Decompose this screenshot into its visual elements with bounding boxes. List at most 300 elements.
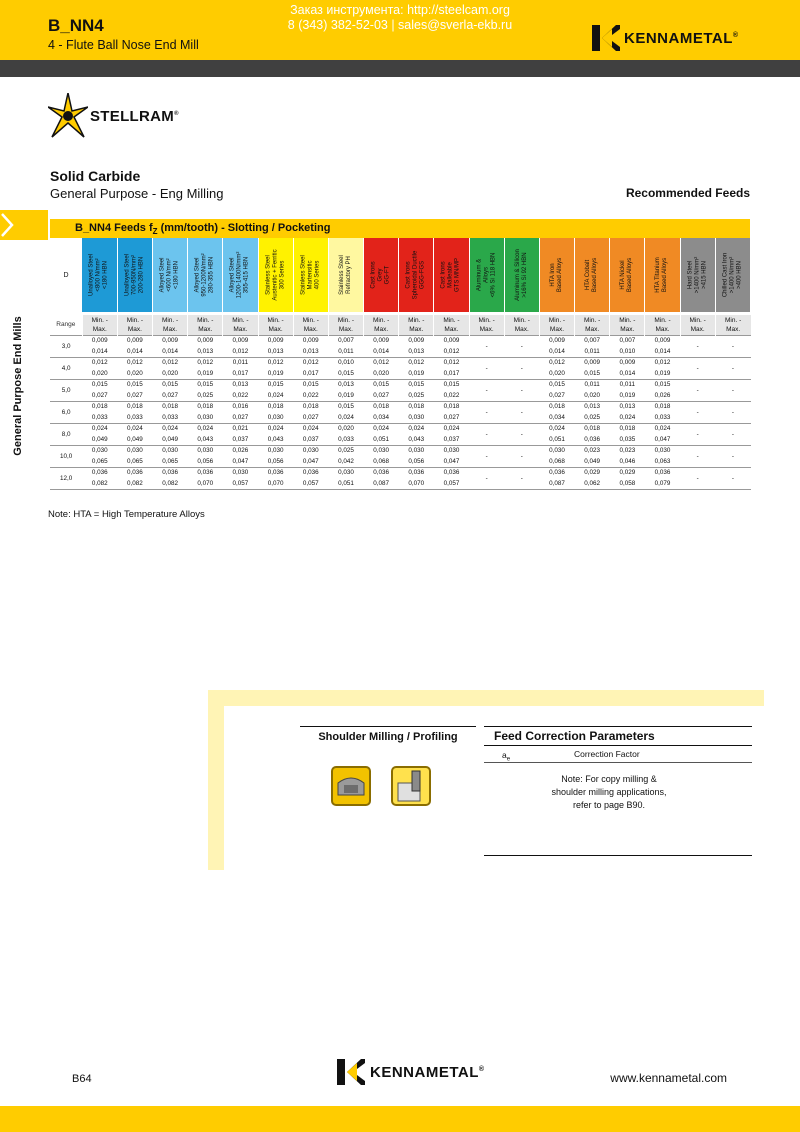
- feed-max-cell: 0,087: [539, 478, 574, 489]
- feed-max-cell: 0,046: [610, 456, 645, 467]
- table-row: [50, 423, 751, 434]
- feed-max-cell: 0,027: [82, 390, 117, 401]
- feed-max-cell: 0,033: [82, 412, 117, 423]
- min-max-label: Min. - Max.: [715, 315, 750, 335]
- feed-max-cell: 0,030: [188, 412, 223, 423]
- feed-max-cell: 0,082: [153, 478, 188, 489]
- feed-max-cell: 0,027: [434, 412, 469, 423]
- feed-max-cell: 0,068: [364, 456, 399, 467]
- empty-cell: -: [715, 445, 750, 467]
- empty-cell: -: [680, 423, 715, 445]
- feed-max-cell: 0,020: [575, 390, 610, 401]
- feed-correction-title: Feed Correction Parameters: [494, 729, 655, 743]
- empty-cell: -: [469, 445, 504, 467]
- feed-max-cell: 0,057: [223, 478, 258, 489]
- diameter-cell: 5,0: [50, 379, 82, 401]
- order-link[interactable]: Заказ инструмента: http://steelcam.org: [290, 3, 510, 17]
- feed-max-cell: 0,014: [610, 368, 645, 379]
- feed-min-cell: 0,011: [610, 379, 645, 390]
- kennametal-footer-logo: [336, 1058, 485, 1086]
- feed-min-cell: 0,015: [82, 379, 117, 390]
- material-header-row: [50, 238, 751, 312]
- feed-min-cell: 0,012: [293, 357, 328, 368]
- empty-cell: -: [469, 379, 504, 401]
- feed-max-cell: 0,056: [188, 456, 223, 467]
- feed-max-cell: 0,027: [153, 390, 188, 401]
- feed-max-cell: 0,022: [434, 390, 469, 401]
- feed-min-cell: 0,021: [223, 423, 258, 434]
- empty-cell: -: [504, 423, 539, 445]
- diameter-cell: 10,0: [50, 445, 82, 467]
- min-max-label: Min. - Max.: [434, 315, 469, 335]
- feed-min-cell: 0,015: [153, 379, 188, 390]
- empty-cell: -: [469, 335, 504, 357]
- feed-max-cell: 0,019: [610, 390, 645, 401]
- feed-max-cell: 0,036: [575, 434, 610, 445]
- feed-min-cell: 0,020: [328, 423, 363, 434]
- material-column-header: Cast Irons Grey GG-FT: [364, 238, 399, 312]
- feed-min-cell: 0,023: [575, 445, 610, 456]
- empty-cell: -: [680, 467, 715, 489]
- feed-min-cell: 0,007: [610, 335, 645, 346]
- feed-max-cell: 0,049: [117, 434, 152, 445]
- material-column-header: HTA Titanium Based Alloys: [645, 238, 680, 312]
- feed-max-cell: 0,025: [188, 390, 223, 401]
- feed-max-cell: 0,027: [293, 412, 328, 423]
- feed-max-cell: 0,049: [153, 434, 188, 445]
- feed-max-cell: 0,020: [539, 368, 574, 379]
- empty-cell: -: [504, 335, 539, 357]
- feed-max-cell: 0,033: [328, 434, 363, 445]
- table-row: [50, 401, 751, 412]
- min-max-label: Min. - Max.: [539, 315, 574, 335]
- feed-min-cell: 0,012: [188, 357, 223, 368]
- product-code: B_NN4: [48, 16, 104, 35]
- min-max-label: Min. - Max.: [610, 315, 645, 335]
- feed-min-cell: 0,013: [223, 379, 258, 390]
- feed-max-cell: 0,042: [328, 456, 363, 467]
- empty-cell: -: [715, 467, 750, 489]
- feed-max-cell: 0,065: [82, 456, 117, 467]
- empty-cell: -: [680, 357, 715, 379]
- table-caption: B_NN4 Feeds $f_Z$ (mm/tooth) - Slotting / Pocketing: [50, 219, 750, 238]
- feed-max-cell: 0,013: [258, 346, 293, 357]
- recommended-feeds-label: Recommended Feeds: [625, 186, 750, 200]
- feed-max-cell: 0,065: [117, 456, 152, 467]
- feed-min-cell: 0,015: [328, 401, 363, 412]
- feed-max-cell: 0,027: [223, 412, 258, 423]
- feed-min-cell: 0,009: [610, 357, 645, 368]
- feed-min-cell: 0,036: [117, 467, 152, 478]
- feed-min-cell: 0,030: [153, 445, 188, 456]
- material-column-header: Stainless Steel Martensitic 400 Series: [293, 238, 328, 312]
- min-max-label: Min. - Max.: [680, 315, 715, 335]
- min-max-label: Min. - Max.: [504, 315, 539, 335]
- ae-label: $a_e$: [502, 750, 511, 763]
- feed-max-cell: 0,051: [328, 478, 363, 489]
- feed-min-cell: 0,018: [539, 401, 574, 412]
- min-max-label: Min. - Max.: [469, 315, 504, 335]
- feed-max-cell: 0,033: [117, 412, 152, 423]
- feed-max-cell: 0,030: [399, 412, 434, 423]
- feed-max-cell: 0,062: [575, 478, 610, 489]
- feed-min-cell: 0,012: [434, 357, 469, 368]
- material-column-header: Cast Irons Malleable GTS MN/MP: [434, 238, 469, 312]
- min-max-label: Min. - Max.: [223, 315, 258, 335]
- feed-min-cell: 0,018: [364, 401, 399, 412]
- feed-min-cell: 0,030: [539, 445, 574, 456]
- feed-min-cell: 0,024: [364, 423, 399, 434]
- feed-min-cell: 0,012: [258, 357, 293, 368]
- empty-cell: -: [469, 423, 504, 445]
- feed-min-cell: 0,012: [399, 357, 434, 368]
- feed-min-cell: 0,012: [117, 357, 152, 368]
- feed-min-cell: 0,030: [645, 445, 680, 456]
- table-row: [50, 467, 751, 478]
- feed-max-cell: 0,013: [293, 346, 328, 357]
- feed-min-cell: 0,025: [328, 445, 363, 456]
- range-label: Range: [56, 321, 76, 329]
- feed-max-cell: 0,027: [364, 390, 399, 401]
- table-row: [50, 379, 751, 390]
- material-column-header: Alloyed Steel 950-1200N/mm² 280-355 HBN: [188, 238, 223, 312]
- material-column-header: Alloyed Steel 1200-1400N/mm² 355-415 HBN: [223, 238, 258, 312]
- feed-max-cell: 0,047: [223, 456, 258, 467]
- feed-max-cell: 0,033: [645, 412, 680, 423]
- kennametal-k-icon: [592, 25, 620, 51]
- table-row: [50, 390, 751, 401]
- feed-min-cell: 0,036: [293, 467, 328, 478]
- feed-min-cell: 0,012: [645, 357, 680, 368]
- feed-min-cell: 0,015: [399, 379, 434, 390]
- empty-cell: -: [680, 445, 715, 467]
- material-column-header: HTA Cobalt Based Alloys: [575, 238, 610, 312]
- feed-max-cell: 0,082: [117, 478, 152, 489]
- feed-max-cell: 0,020: [117, 368, 152, 379]
- empty-cell: -: [715, 401, 750, 423]
- feed-max-cell: 0,079: [645, 478, 680, 489]
- empty-cell: -: [680, 335, 715, 357]
- feed-min-cell: 0,018: [434, 401, 469, 412]
- feed-max-cell: 0,020: [153, 368, 188, 379]
- feed-max-cell: 0,051: [364, 434, 399, 445]
- feed-min-cell: 0,024: [434, 423, 469, 434]
- min-max-label: Min. - Max.: [293, 315, 328, 335]
- table-row: [50, 478, 751, 489]
- feed-max-cell: 0,013: [399, 346, 434, 357]
- feed-min-cell: 0,015: [188, 379, 223, 390]
- feed-max-cell: 0,014: [82, 346, 117, 357]
- feed-max-cell: 0,047: [645, 434, 680, 445]
- feed-max-cell: 0,010: [610, 346, 645, 357]
- feed-max-cell: 0,087: [364, 478, 399, 489]
- feed-min-cell: 0,009: [575, 357, 610, 368]
- feed-min-cell: 0,024: [399, 423, 434, 434]
- feed-max-cell: 0,019: [188, 368, 223, 379]
- feed-max-cell: 0,022: [223, 390, 258, 401]
- kennametal-wordmark: KENNAMETAL®: [370, 1063, 485, 1081]
- shoulder-milling-block: [300, 726, 476, 856]
- material-column-header: HTA Iron Based Alloys: [539, 238, 574, 312]
- material-column-header: Unalloyed Steel 700-950N/mm² 200-280 HBN: [117, 238, 152, 312]
- feed-min-cell: 0,013: [610, 401, 645, 412]
- feed-max-cell: 0,034: [364, 412, 399, 423]
- feed-max-cell: 0,019: [258, 368, 293, 379]
- feed-min-cell: 0,029: [610, 467, 645, 478]
- kennametal-wordmark: KENNAMETAL®: [624, 29, 739, 47]
- feed-min-cell: 0,007: [328, 335, 363, 346]
- feed-max-cell: 0,070: [399, 478, 434, 489]
- feed-min-cell: 0,009: [153, 335, 188, 346]
- diameter-cell: 4,0: [50, 357, 82, 379]
- table-row: [50, 335, 751, 346]
- table-row: [50, 445, 751, 456]
- min-max-label: Min. - Max.: [645, 315, 680, 335]
- min-max-label: Min. - Max.: [328, 315, 363, 335]
- feed-min-cell: 0,013: [575, 401, 610, 412]
- feed-max-cell: 0,011: [328, 346, 363, 357]
- feed-min-cell: 0,018: [117, 401, 152, 412]
- feed-max-cell: 0,017: [293, 368, 328, 379]
- feed-max-cell: 0,017: [223, 368, 258, 379]
- section-subtitle: General Purpose - Eng Milling: [50, 186, 224, 201]
- empty-cell: -: [504, 467, 539, 489]
- material-column-header: Aluminum & Alloys <6% Si 118 HBN: [469, 238, 504, 312]
- feed-max-cell: 0,014: [364, 346, 399, 357]
- empty-cell: -: [715, 423, 750, 445]
- section-title: Solid Carbide: [50, 168, 141, 184]
- material-column-header: Chilled Cast Iron >1400 N/mm² >400 HBN: [715, 238, 750, 312]
- material-column-header: Hard Steel >1400 N/mm² >415 HBN: [680, 238, 715, 312]
- feed-min-cell: 0,036: [399, 467, 434, 478]
- feed-min-cell: 0,018: [82, 401, 117, 412]
- material-column-header: Unalloyed Steel <800 N/mm² <180 HBN: [82, 238, 117, 312]
- feeds-table: [50, 238, 751, 490]
- feed-min-cell: 0,009: [364, 335, 399, 346]
- feed-max-cell: 0,082: [82, 478, 117, 489]
- feed-max-cell: 0,037: [223, 434, 258, 445]
- feed-min-cell: 0,030: [82, 445, 117, 456]
- feed-min-cell: 0,015: [117, 379, 152, 390]
- hta-note: Note: HTA = High Temperature Alloys: [48, 509, 205, 520]
- feed-max-cell: 0,063: [645, 456, 680, 467]
- feed-min-cell: 0,009: [117, 335, 152, 346]
- diameter-cell: 12,0: [50, 467, 82, 489]
- feed-max-cell: 0,065: [153, 456, 188, 467]
- feed-min-cell: 0,013: [328, 379, 363, 390]
- feed-max-cell: 0,049: [82, 434, 117, 445]
- feed-max-cell: 0,014: [117, 346, 152, 357]
- feed-max-cell: 0,034: [539, 412, 574, 423]
- feed-min-cell: 0,011: [223, 357, 258, 368]
- feed-min-cell: 0,036: [364, 467, 399, 478]
- feed-min-cell: 0,024: [293, 423, 328, 434]
- shoulder-milling-icon: [390, 765, 432, 807]
- feed-max-cell: 0,013: [188, 346, 223, 357]
- feed-min-cell: 0,016: [223, 401, 258, 412]
- empty-cell: -: [680, 379, 715, 401]
- order-info: [276, 3, 524, 33]
- feed-max-cell: 0,043: [399, 434, 434, 445]
- feed-max-cell: 0,047: [293, 456, 328, 467]
- feed-min-cell: 0,030: [258, 445, 293, 456]
- min-max-label: Min. - Max.: [188, 315, 223, 335]
- min-max-label: Min. - Max.: [364, 315, 399, 335]
- feed-max-cell: 0,014: [153, 346, 188, 357]
- feed-min-cell: 0,010: [328, 357, 363, 368]
- feed-max-cell: 0,020: [82, 368, 117, 379]
- feed-min-cell: 0,018: [258, 401, 293, 412]
- feed-min-cell: 0,012: [539, 357, 574, 368]
- feed-min-cell: 0,015: [258, 379, 293, 390]
- empty-cell: -: [504, 379, 539, 401]
- material-column-header: Cast Irons Spheroidal Ductile GGG-FGS: [399, 238, 434, 312]
- feed-max-cell: 0,019: [645, 368, 680, 379]
- feed-min-cell: 0,036: [258, 467, 293, 478]
- min-max-label: Min. - Max.: [117, 315, 152, 335]
- feed-max-cell: 0,049: [575, 456, 610, 467]
- feed-min-cell: 0,009: [645, 335, 680, 346]
- feed-max-cell: 0,027: [539, 390, 574, 401]
- kennametal-k-icon: [336, 1059, 366, 1085]
- correction-factor-label: Correction Factor: [574, 749, 640, 759]
- feed-max-cell: 0,027: [117, 390, 152, 401]
- table-row: [50, 456, 751, 467]
- min-max-label: Min. - Max.: [258, 315, 293, 335]
- feed-min-cell: 0,009: [258, 335, 293, 346]
- feed-max-cell: 0,025: [399, 390, 434, 401]
- feed-min-cell: 0,018: [399, 401, 434, 412]
- feed-max-cell: 0,051: [539, 434, 574, 445]
- website-link[interactable]: www.kennametal.com: [610, 1071, 727, 1085]
- diameter-cell: 8,0: [50, 423, 82, 445]
- side-tab-arrow-icon: [0, 210, 48, 240]
- feed-min-cell: 0,030: [223, 467, 258, 478]
- feed-min-cell: 0,009: [293, 335, 328, 346]
- feed-min-cell: 0,018: [153, 401, 188, 412]
- feed-min-cell: 0,009: [539, 335, 574, 346]
- feed-min-cell: 0,036: [82, 467, 117, 478]
- material-column-header: Aluminum & Silicon >16% Si 92 HBN: [504, 238, 539, 312]
- feed-max-cell: 0,014: [645, 346, 680, 357]
- feed-min-cell: 0,024: [117, 423, 152, 434]
- feed-max-cell: 0,012: [223, 346, 258, 357]
- feed-max-cell: 0,015: [575, 368, 610, 379]
- feed-max-cell: 0,056: [399, 456, 434, 467]
- feed-min-cell: 0,018: [293, 401, 328, 412]
- empty-cell: -: [680, 401, 715, 423]
- empty-cell: -: [469, 357, 504, 379]
- feed-min-cell: 0,015: [434, 379, 469, 390]
- feed-min-cell: 0,030: [434, 445, 469, 456]
- stellram-wordmark: STELLRAM®: [90, 107, 179, 125]
- stellram-logo: [48, 93, 179, 139]
- empty-cell: -: [715, 357, 750, 379]
- feed-min-cell: 0,024: [188, 423, 223, 434]
- feed-min-cell: 0,007: [575, 335, 610, 346]
- feed-min-cell: 0,024: [153, 423, 188, 434]
- feed-max-cell: 0,020: [364, 368, 399, 379]
- feed-max-cell: 0,025: [575, 412, 610, 423]
- shoulder-milling-title: Shoulder Milling / Profiling: [318, 731, 458, 743]
- feed-max-cell: 0,024: [258, 390, 293, 401]
- feed-max-cell: 0,019: [328, 390, 363, 401]
- feed-min-cell: 0,036: [153, 467, 188, 478]
- feed-min-cell: 0,009: [223, 335, 258, 346]
- empty-cell: -: [504, 357, 539, 379]
- feed-max-cell: 0,057: [293, 478, 328, 489]
- material-column-header: Stainless Steel Austenitic + Ferritic 300 Series: [258, 238, 293, 312]
- feed-min-cell: 0,009: [399, 335, 434, 346]
- feed-correction-block: [484, 726, 752, 856]
- feed-max-cell: 0,068: [539, 456, 574, 467]
- feed-correction-header: [484, 745, 752, 763]
- material-column-header: Alloyed Steel <600 N/mm² <180 HBN: [153, 238, 188, 312]
- feed-max-cell: 0,030: [258, 412, 293, 423]
- diameter-cell: 6,0: [50, 401, 82, 423]
- feed-min-cell: 0,030: [293, 445, 328, 456]
- feed-max-cell: 0,033: [153, 412, 188, 423]
- feed-max-cell: 0,037: [434, 434, 469, 445]
- stellram-star-icon: [48, 93, 88, 139]
- kennametal-logo: [592, 24, 739, 52]
- empty-cell: -: [469, 467, 504, 489]
- material-column-header: HTA Nickel Based Alloys: [610, 238, 645, 312]
- feed-min-cell: 0,030: [188, 445, 223, 456]
- feed-max-cell: 0,022: [293, 390, 328, 401]
- feed-min-cell: 0,009: [82, 335, 117, 346]
- order-contacts[interactable]: 8 (343) 382-52-03 | sales@sverla-ekb.ru: [287, 18, 513, 32]
- feed-min-cell: 0,036: [539, 467, 574, 478]
- feed-min-cell: 0,024: [539, 423, 574, 434]
- copy-milling-note: Note: For copy milling & shoulder milling applications, refer to page B90.: [551, 774, 667, 810]
- feed-max-cell: 0,024: [328, 412, 363, 423]
- empty-cell: -: [715, 335, 750, 357]
- feed-max-cell: 0,037: [293, 434, 328, 445]
- feed-max-cell: 0,070: [258, 478, 293, 489]
- feed-max-cell: 0,024: [610, 412, 645, 423]
- table-row: [50, 412, 751, 423]
- feed-max-cell: 0,019: [399, 368, 434, 379]
- feed-max-cell: 0,011: [575, 346, 610, 357]
- feed-min-cell: 0,024: [645, 423, 680, 434]
- min-max-label: Min. - Max.: [399, 315, 434, 335]
- min-max-label: Min. - Max.: [153, 315, 188, 335]
- feed-min-cell: 0,018: [645, 401, 680, 412]
- feed-max-cell: 0,026: [645, 390, 680, 401]
- feed-max-cell: 0,014: [539, 346, 574, 357]
- feed-min-cell: 0,036: [434, 467, 469, 478]
- range-row: [50, 315, 751, 335]
- feed-max-cell: 0,035: [610, 434, 645, 445]
- feed-min-cell: 0,012: [82, 357, 117, 368]
- feed-min-cell: 0,026: [223, 445, 258, 456]
- min-max-label: Min. - Max.: [82, 315, 117, 335]
- feed-min-cell: 0,036: [188, 467, 223, 478]
- product-subtitle: 4 - Flute Ball Nose End Mill: [48, 38, 199, 52]
- feed-min-cell: 0,024: [82, 423, 117, 434]
- copy-milling-icon: [330, 765, 372, 807]
- feed-min-cell: 0,018: [575, 423, 610, 434]
- empty-cell: -: [504, 445, 539, 467]
- feed-max-cell: 0,043: [188, 434, 223, 445]
- feed-max-cell: 0,015: [328, 368, 363, 379]
- d-header: D: [50, 238, 82, 312]
- table-row: [50, 368, 751, 379]
- empty-cell: -: [469, 401, 504, 423]
- feed-min-cell: 0,018: [188, 401, 223, 412]
- feed-min-cell: 0,012: [364, 357, 399, 368]
